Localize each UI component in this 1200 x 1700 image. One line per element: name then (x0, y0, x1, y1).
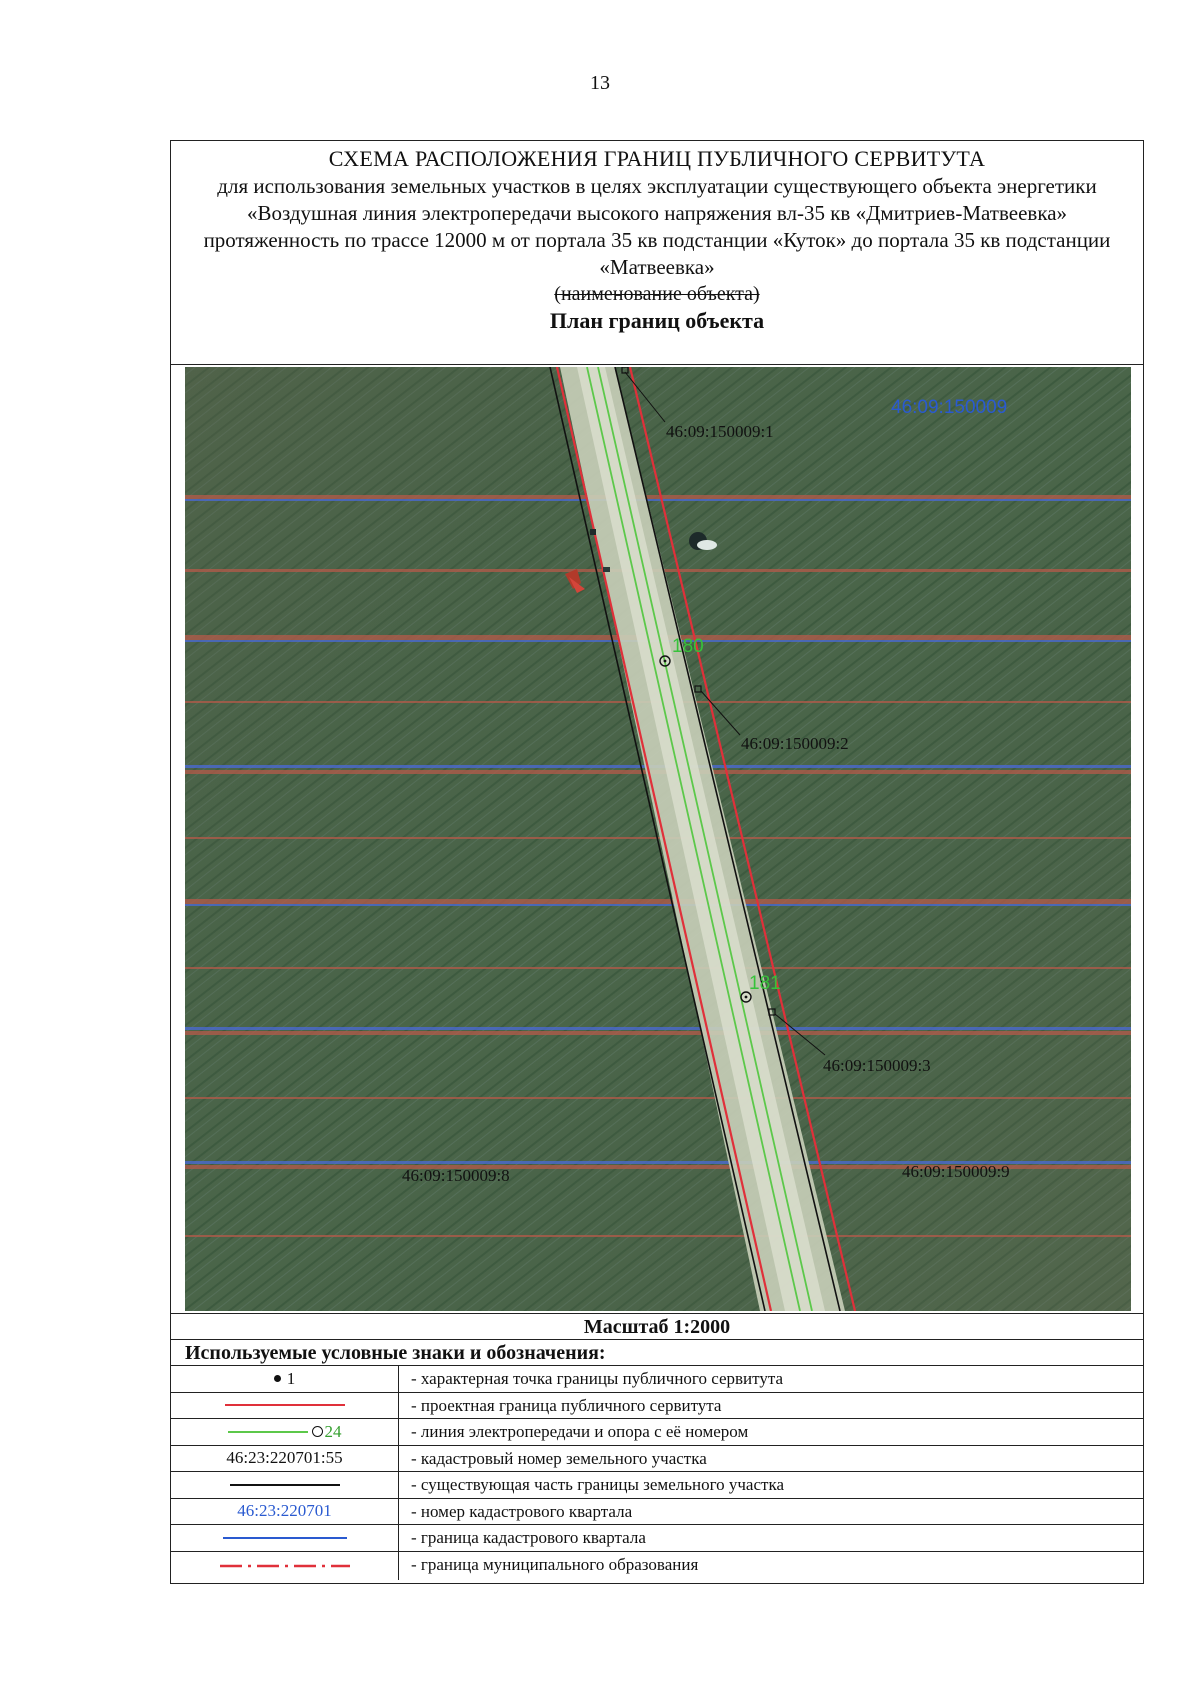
black-line-icon (230, 1484, 340, 1486)
parcel-label-2: 46:09:150009:2 (741, 734, 849, 753)
point-dot-icon (274, 1375, 281, 1382)
quarter-number-sample: 46:23:220701 (237, 1501, 332, 1521)
legend-text: - существующая часть границы земельного участка (411, 1475, 784, 1494)
legend-symbol-power-line (171, 1419, 399, 1445)
legend-symbol-dash-dot-line (171, 1552, 399, 1580)
legend-text: - линия электропередачи и опора с её номером (411, 1422, 749, 1441)
red-line-icon (225, 1404, 345, 1406)
blue-line-icon (223, 1537, 347, 1539)
legend-symbol-red-line (171, 1393, 399, 1419)
green-line-icon (228, 1431, 308, 1433)
legend-row (171, 1366, 1143, 1393)
support-circle-icon (312, 1426, 323, 1437)
legend-text: - граница муниципального образования (411, 1554, 699, 1574)
plan-heading: План границ объекта (549, 308, 765, 333)
map-canvas (185, 367, 1131, 1311)
legend-row (171, 1419, 1143, 1446)
support-label-181: 181 (749, 973, 781, 994)
parcel-number-sample: 46:23:220701:55 (226, 1448, 343, 1468)
legend-symbol-black-line (171, 1472, 399, 1498)
legend-row (171, 1552, 1143, 1580)
legend-row (171, 1525, 1143, 1552)
legend-table (171, 1366, 1143, 1580)
parcel-label-1: 46:09:150009:1 (666, 422, 774, 441)
legend-symbol-point (171, 1366, 399, 1392)
legend-text: - номер кадастрового квартала (411, 1501, 633, 1521)
legend-symbol-parcel-number (171, 1446, 399, 1472)
page-number: 13 (590, 72, 610, 94)
quarter-label: 46:09:150009 (891, 397, 1008, 418)
legend-heading: Используемые условные знаки и обозначения: (171, 1340, 1143, 1366)
legend-row (171, 1393, 1143, 1420)
legend-symbol-quarter-number (171, 1499, 399, 1525)
legend-text: - проектная граница публичного сервитута (411, 1395, 722, 1415)
support-label-180: 180 (672, 636, 704, 657)
parcel-label-3: 46:09:150009:3 (823, 1056, 931, 1075)
object-name-note: (наименование объекта) (554, 283, 760, 305)
legend-text: - характерная точка границы публичного сервитута (411, 1369, 784, 1388)
dash-dot-line-icon (220, 1563, 350, 1569)
legend-row (171, 1472, 1143, 1499)
point-number: 1 (286, 1368, 296, 1388)
legend-text: - граница кадастрового квартала (411, 1528, 646, 1547)
parcel-label-8: 46:09:150009:8 (402, 1166, 510, 1185)
aerial-map (185, 367, 1131, 1311)
scheme-description: для использования земельных участков в целях эксплуатации существующего объекта энергетики «Воздушная линия электропередачи высокого напряжения вл-35 кв «Дмитриев-Матвеевка» протяженность по трассе 12000 м от портала 35 кв подстанции «Куток» до портала 35 кв подстанции «Матвеевка» (203, 174, 1111, 279)
legend-symbol-blue-line (171, 1525, 399, 1551)
legend-row (171, 1446, 1143, 1473)
scheme-title: СХЕМА РАСПОЛОЖЕНИЯ ГРАНИЦ ПУБЛИЧНОГО СЕРВИТУТА (328, 146, 986, 171)
legend-text: - кадастровый номер земельного участка (411, 1448, 707, 1468)
title-block (171, 141, 1143, 365)
support-number: 24 (324, 1421, 342, 1441)
map-scale: Масштаб 1:2000 (171, 1313, 1143, 1340)
legend-row (171, 1499, 1143, 1526)
parcel-label-9: 46:09:150009:9 (902, 1162, 1010, 1181)
scheme-frame (170, 140, 1144, 1584)
